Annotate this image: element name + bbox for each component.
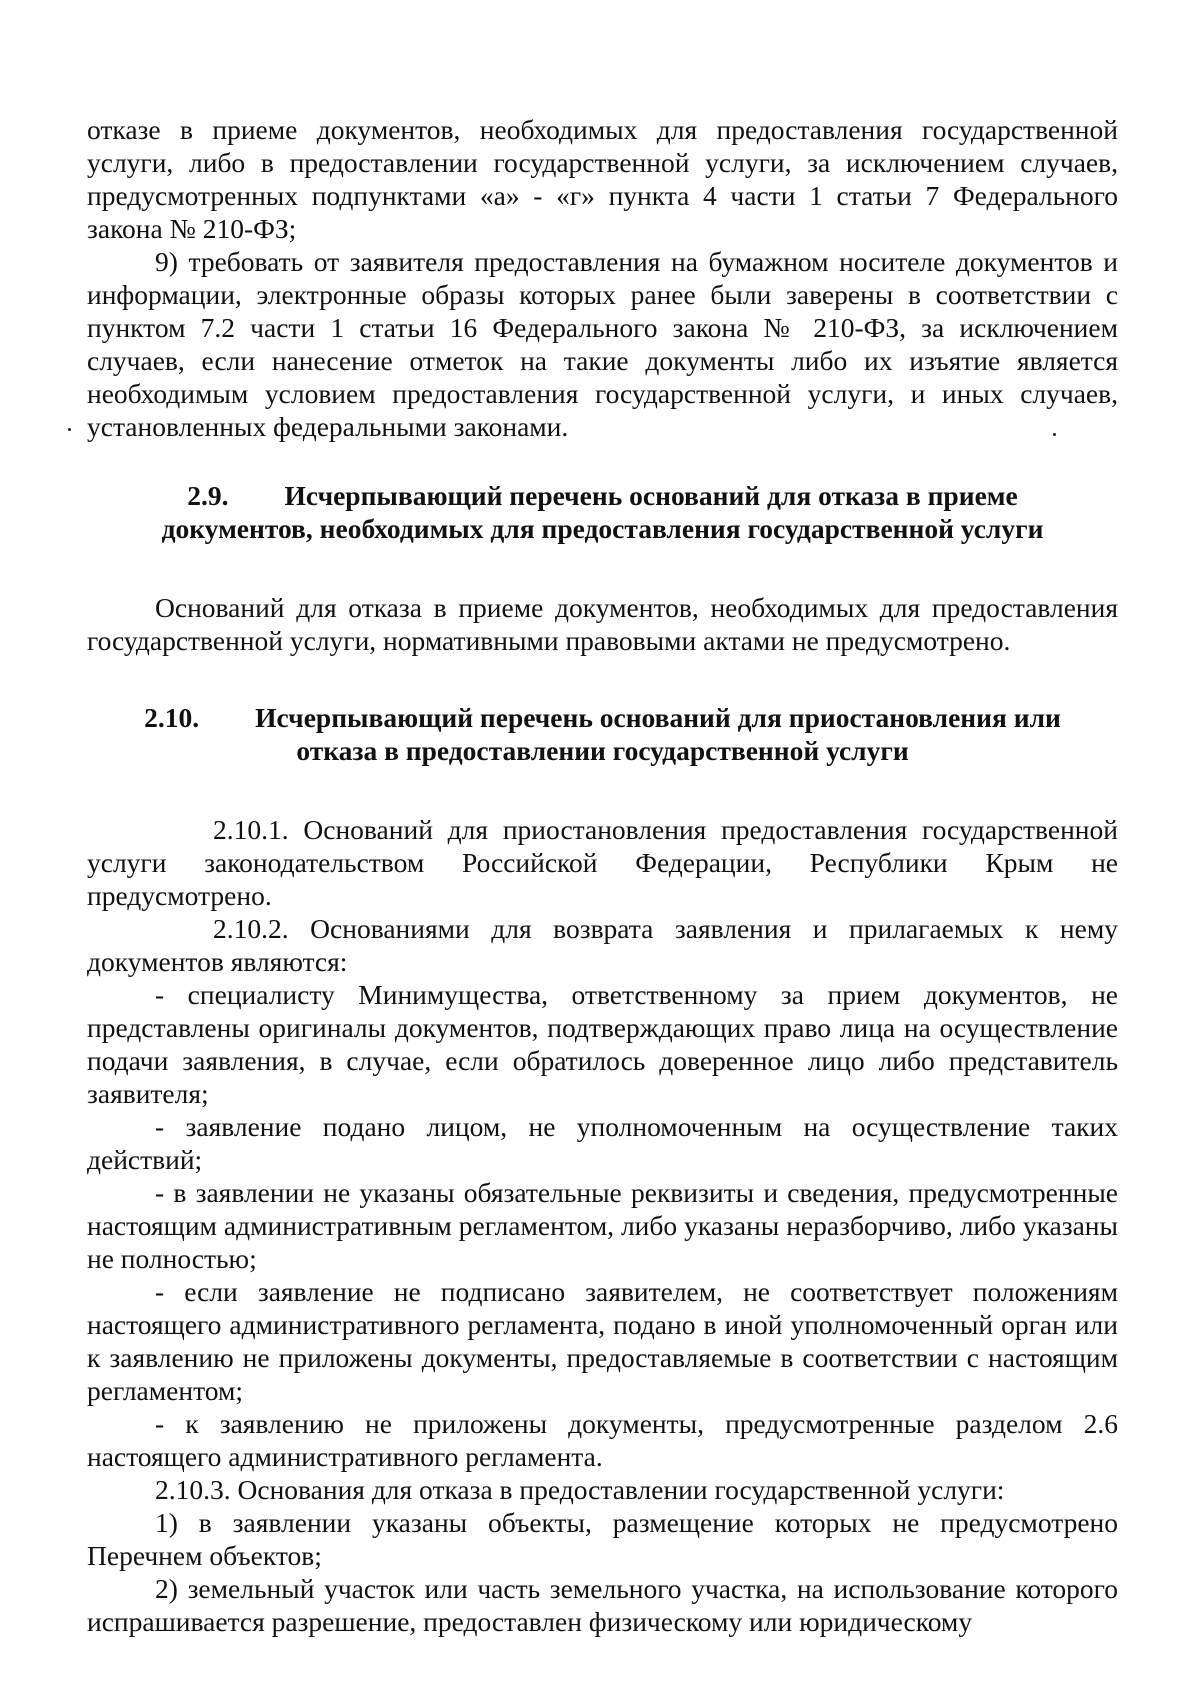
paragraph-2-10-2: 2.10.2. Основаниями для возврата заявления и прилагаемых к нему документов являются: bbox=[87, 913, 1118, 977]
intro-continuation: отказе в приеме документов, необходимых для предоставления государственной услуги, либо в предоставлении государственной услуги, за исключением случаев, предусмотренных подпунктами «а» - «г» пункта 4 части 1 статьи 7 Федерального закона № 210-ФЗ; bbox=[87, 114, 1118, 244]
return-reason-item: - если заявление не подписано заявителем, не соответствует положениям настоящего административного регламента, подано в иной уполномоченный орган или к заявлению не приложены документы, предоставляемые в соответствии с настоящим регламентом; bbox=[87, 1276, 1118, 1406]
section-2-10-title-line2: отказа в предоставлении государственной услуги bbox=[296, 735, 909, 766]
refusal-reason-item: 1) в заявлении указаны объекты, размещение которых не предусмотрено Перечнем объектов; bbox=[87, 1507, 1118, 1571]
return-reason-item: - заявление подано лицом, не уполномоченным на осуществление таких действий; bbox=[87, 1111, 1118, 1175]
section-2-9-title-line1: Исчерпывающий перечень оснований для отказа в приеме bbox=[284, 480, 1018, 511]
section-2-9-heading bbox=[87, 479, 1118, 545]
section-2-10-heading bbox=[87, 701, 1118, 767]
section-2-9-title-line2: документов, необходимых для предоставления государственной услуги bbox=[161, 513, 1044, 544]
paragraph-2-10-1: 2.10.1. Оснований для приостановления предоставления государственной услуги законодательством Российской Федерации, Республики Крым не предусмотрено. bbox=[87, 814, 1118, 911]
section-2-9-body: Оснований для отказа в приеме документов, необходимых для предоставления государственной услуги, нормативными правовыми актами не предусмотрено. bbox=[87, 592, 1118, 656]
return-reason-item: - к заявлению не приложены документы, предусмотренные разделом 2.6 настоящего административного регламента. bbox=[87, 1408, 1118, 1472]
refusal-reason-item: 2) земельный участок или часть земельного участка, на использование которого испрашивается разрешение, предоставлен физическому или юридическому bbox=[87, 1573, 1118, 1637]
scan-dot-left bbox=[68, 428, 71, 431]
intro-item-9: 9) требовать от заявителя предоставления на бумажном носителе документов и информации, электронные образы которых ранее были заверены в соответствии с пунктом 7.2 части 1 статьи 16 Федерального закона № 210-ФЗ, за исключением случаев, если нанесение отметок на такие документы либо их изъятие является необходимым условием предоставления государственной услуги, и иных случаев, установленных федеральными законами. bbox=[87, 246, 1118, 442]
section-2-9-number: 2.9. bbox=[187, 480, 229, 511]
paragraph-2-10-3: 2.10.3. Основания для отказа в предоставлении государственной услуги: bbox=[155, 1474, 1005, 1505]
return-reason-item: - специалисту Минимущества, ответственному за прием документов, не представлены оригиналы документов, подтверждающих право лица на осуществление подачи заявления, в случае, если обратилось доверенное лицо либо представитель заявителя; bbox=[87, 979, 1118, 1109]
document-page bbox=[87, 113, 1118, 1638]
return-reason-item: - в заявлении не указаны обязательные реквизиты и сведения, предусмотренные настоящим административным регламентом, либо указаны неразборчиво, либо указаны не полностью; bbox=[87, 1177, 1118, 1274]
section-2-10-number: 2.10. bbox=[144, 702, 200, 733]
section-2-10-title-line1: Исчерпывающий перечень оснований для приостановления или bbox=[255, 702, 1061, 733]
